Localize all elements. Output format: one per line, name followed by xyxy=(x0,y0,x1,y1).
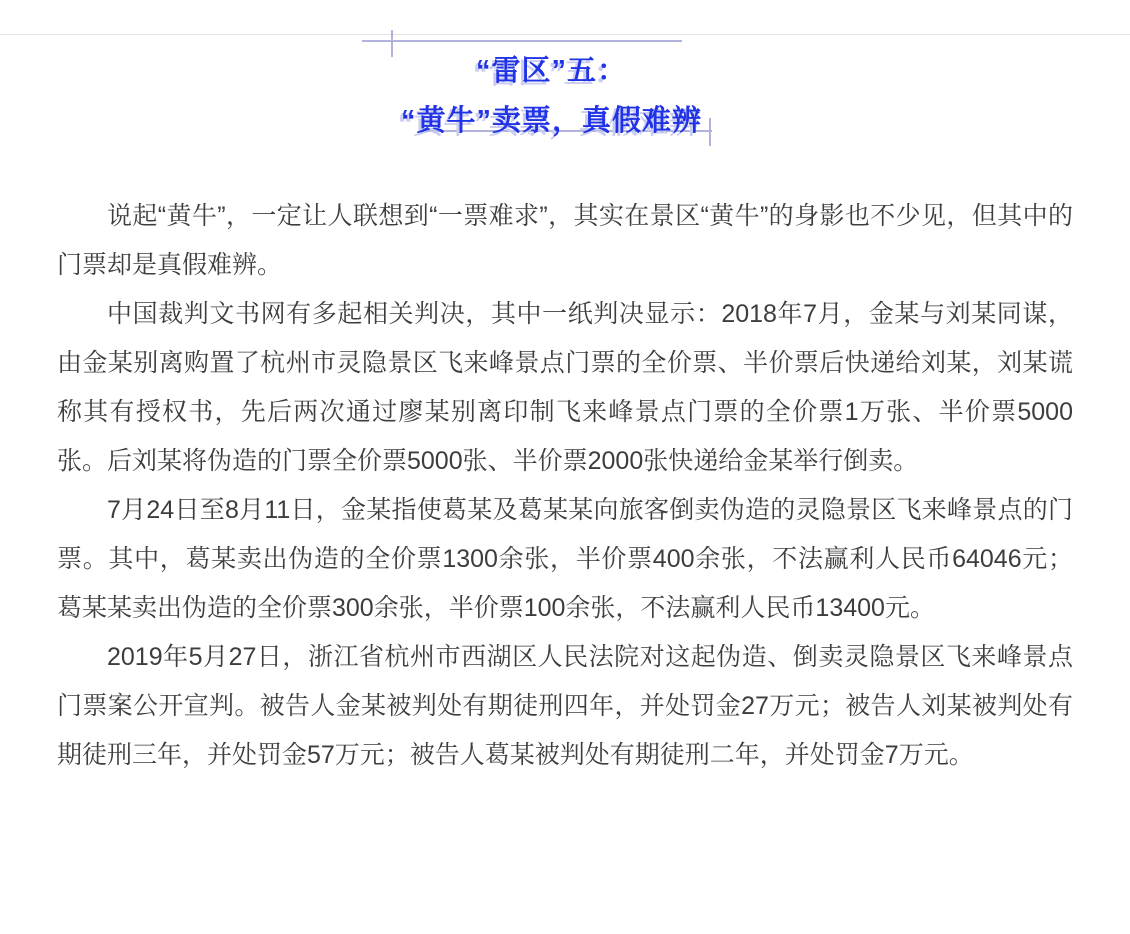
page-top-border xyxy=(0,34,1130,35)
document-title-line-2: “黄牛”卖票，真假难辨 xyxy=(400,105,702,137)
document-title-line-1: “雷区”五： xyxy=(475,55,627,87)
paragraph-intro: 说起“黄牛”，一定让人联想到“一票难求”，其实在景区“黄牛”的身影也不少见，但其中的门票却是真假难辨。 xyxy=(57,202,1073,279)
paragraph-ticket-sales: 7月24日至8月11日，金某指使葛某及葛某某向旅客倒卖伪造的灵隐景区飞来峰景点的门票。其中，葛某卖出伪造的全价票1300余张，半价票400余张，不法赢利人民币64046元；葛某某卖出伪造的全价票300余张，半价票100余张，不法赢利人民币13400元。 xyxy=(57,496,1073,622)
document-body xyxy=(57,192,1073,780)
paragraph-verdict: 2019年5月27日，浙江省杭州市西湖区人民法院对这起伪造、倒卖灵隐景区飞来峰景点门票案公开宣判。被告人金某被判处有期徒刑四年，并处罚金27万元；被告人刘某被判处有期徒刑三年，并处罚金57万元；被告人葛某被判处有期徒刑二年，并处罚金7万元。 xyxy=(57,643,1073,769)
frame-mark-top-line xyxy=(362,40,682,42)
paragraph-case-background: 中国裁判文书网有多起相关判决，其中一纸判决显示：2018年7月，金某与刘某同谋，由金某别离购置了杭州市灵隐景区飞来峰景点门票的全价票、半价票后快递给刘某，刘某谎称其有授权书，先后两次通过廖某别离印制飞来峰景点门票的全价票1万张、半价票5000张。后刘某将伪造的门票全价票5000张、半价票2000张快递给金某举行倒卖。 xyxy=(57,300,1073,475)
